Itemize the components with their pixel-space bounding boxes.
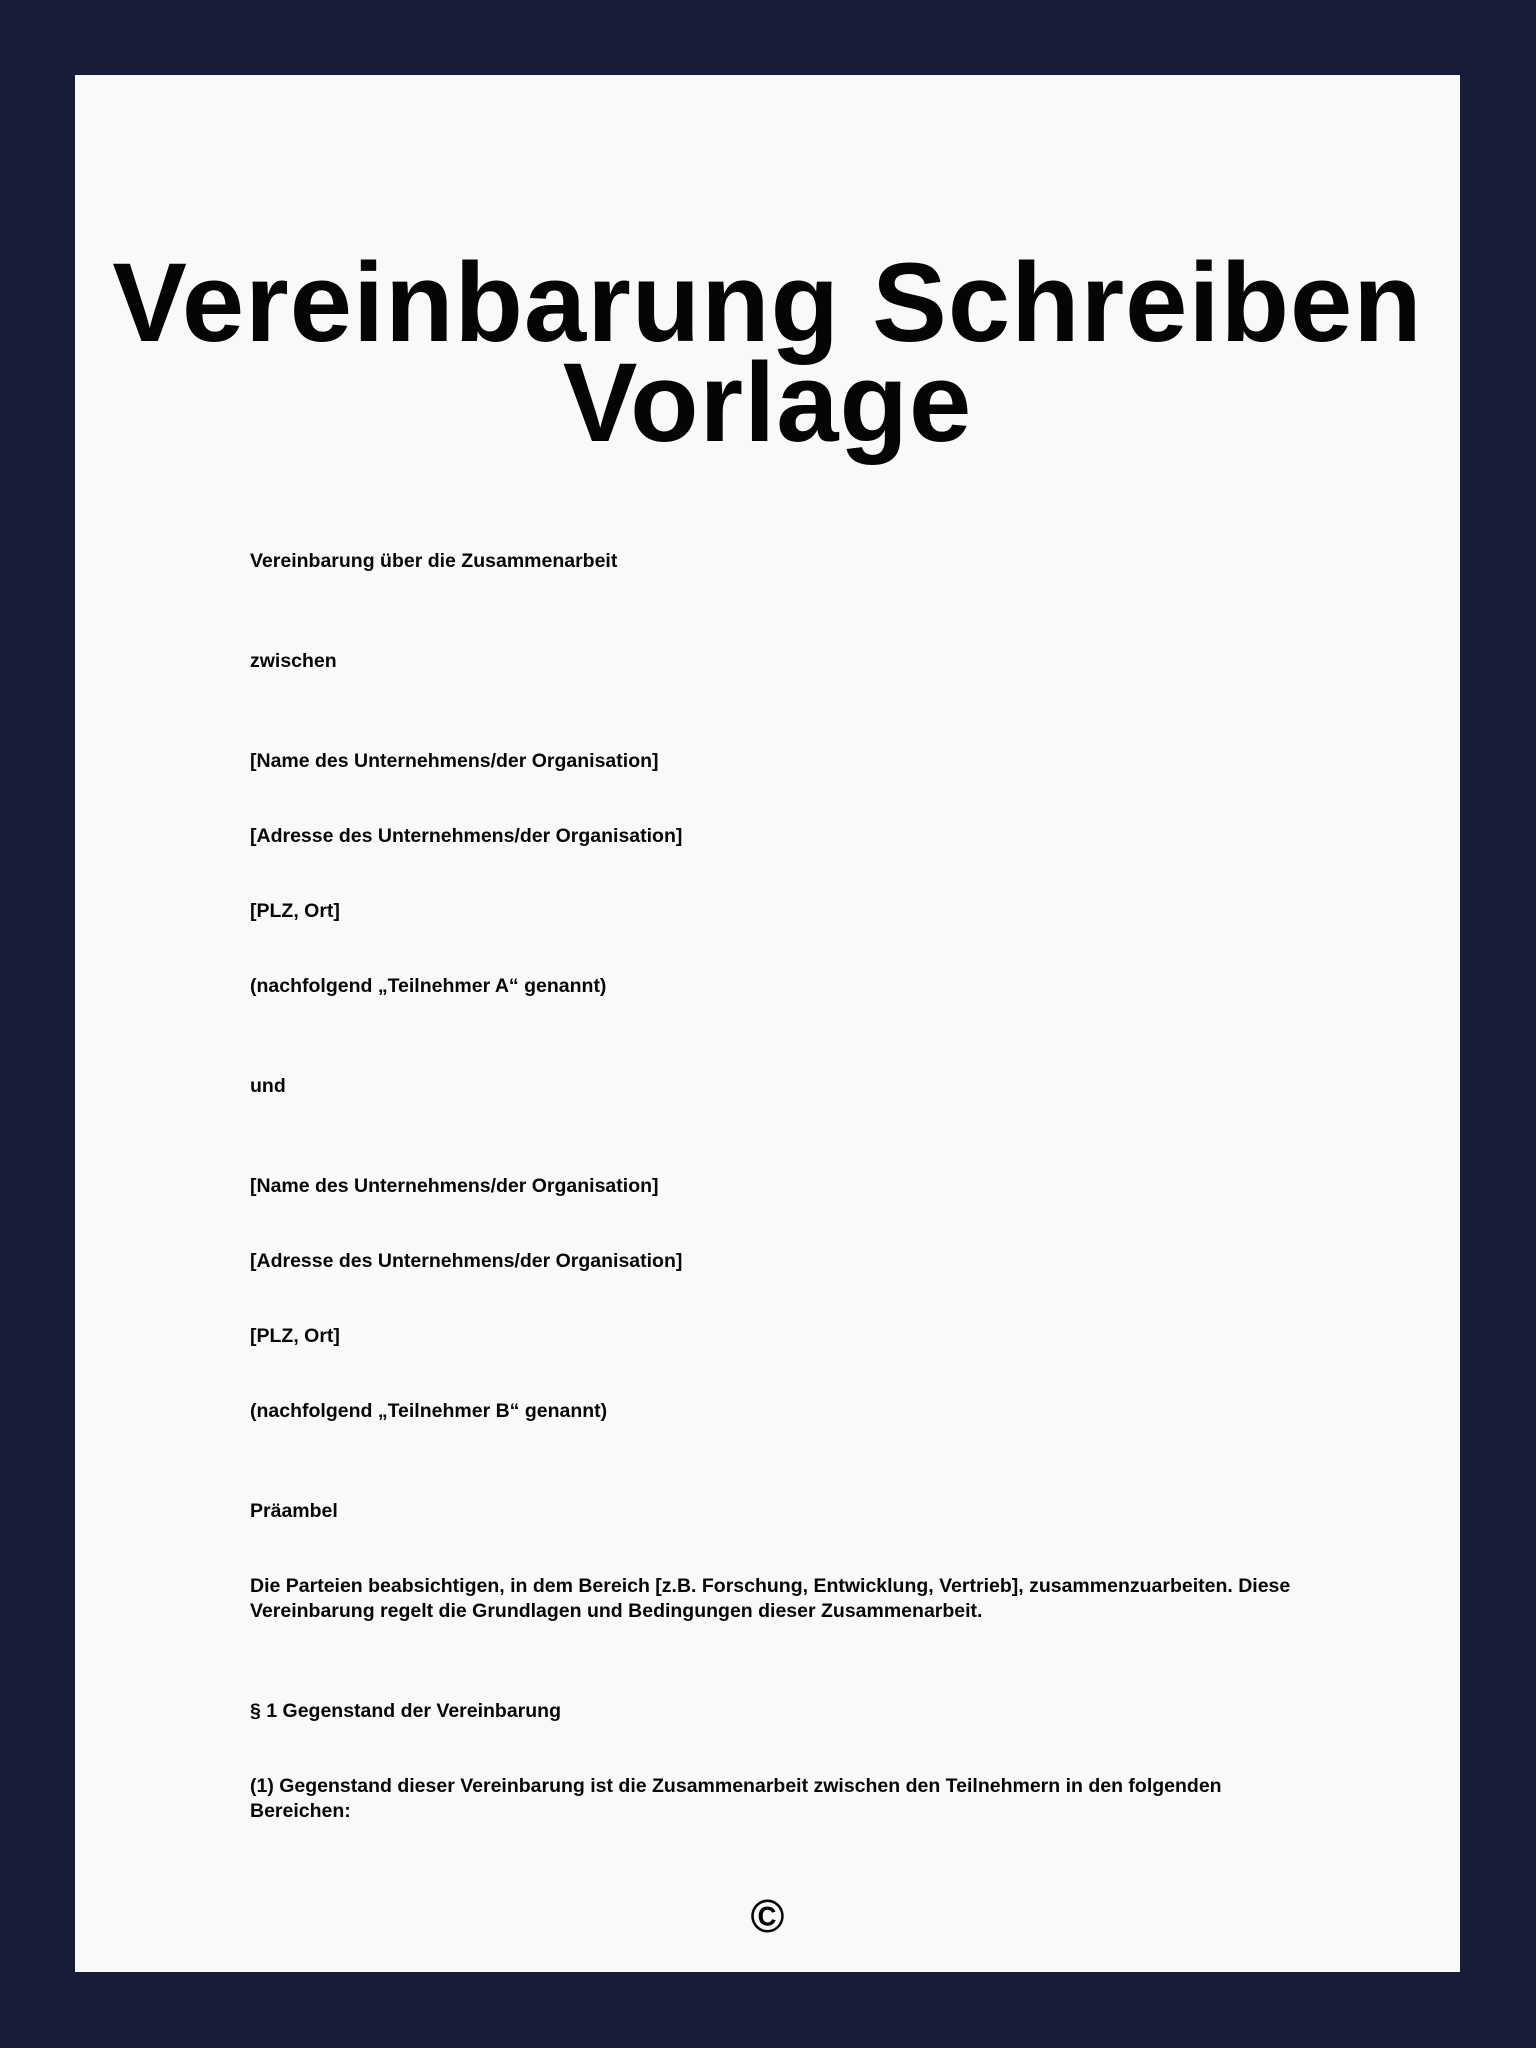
between-label: zwischen <box>250 650 337 672</box>
document-title <box>75 240 1460 465</box>
party-b-address: [Adresse des Unternehmens/der Organisation] <box>250 1250 683 1272</box>
document-page <box>75 75 1460 1972</box>
copyright-icon: © <box>750 1890 785 1942</box>
section-1-heading: § 1 Gegenstand der Vereinbarung <box>250 1700 562 1722</box>
section-1-paragraph-1: (1) Gegenstand dieser Vereinbarung ist die Zusammenarbeit zwischen den Teilnehmern in den folgenden Bereichen: <box>250 1775 1222 1822</box>
preamble-text: Die Parteien beabsichtigen, in dem Bereich [z.B. Forschung, Entwicklung, Vertrieb], zusammenzuarbeiten. Diese Vereinbarung regelt die Grundlagen und Bedingungen dieser Zusammenarbeit. <box>250 1575 1291 1622</box>
party-b-postcode-city: [PLZ, Ort] <box>250 1325 340 1347</box>
party-a-name: [Name des Unternehmens/der Organisation] <box>250 750 659 772</box>
title-line-2: Vorlage <box>562 340 973 465</box>
agreement-heading: Vereinbarung über die Zusammenarbeit <box>250 550 618 572</box>
party-b-designation: (nachfolgend „Teilnehmer B“ genannt) <box>250 1400 608 1422</box>
title-line-1: Vereinbarung Schreiben <box>112 240 1423 365</box>
party-a-designation: (nachfolgend „Teilnehmer A“ genannt) <box>250 975 607 997</box>
and-label: und <box>250 1075 286 1097</box>
preamble-heading: Präambel <box>250 1500 338 1522</box>
party-b-name: [Name des Unternehmens/der Organisation] <box>250 1175 659 1197</box>
party-a-postcode-city: [PLZ, Ort] <box>250 900 340 922</box>
party-a-address: [Adresse des Unternehmens/der Organisation] <box>250 825 683 847</box>
